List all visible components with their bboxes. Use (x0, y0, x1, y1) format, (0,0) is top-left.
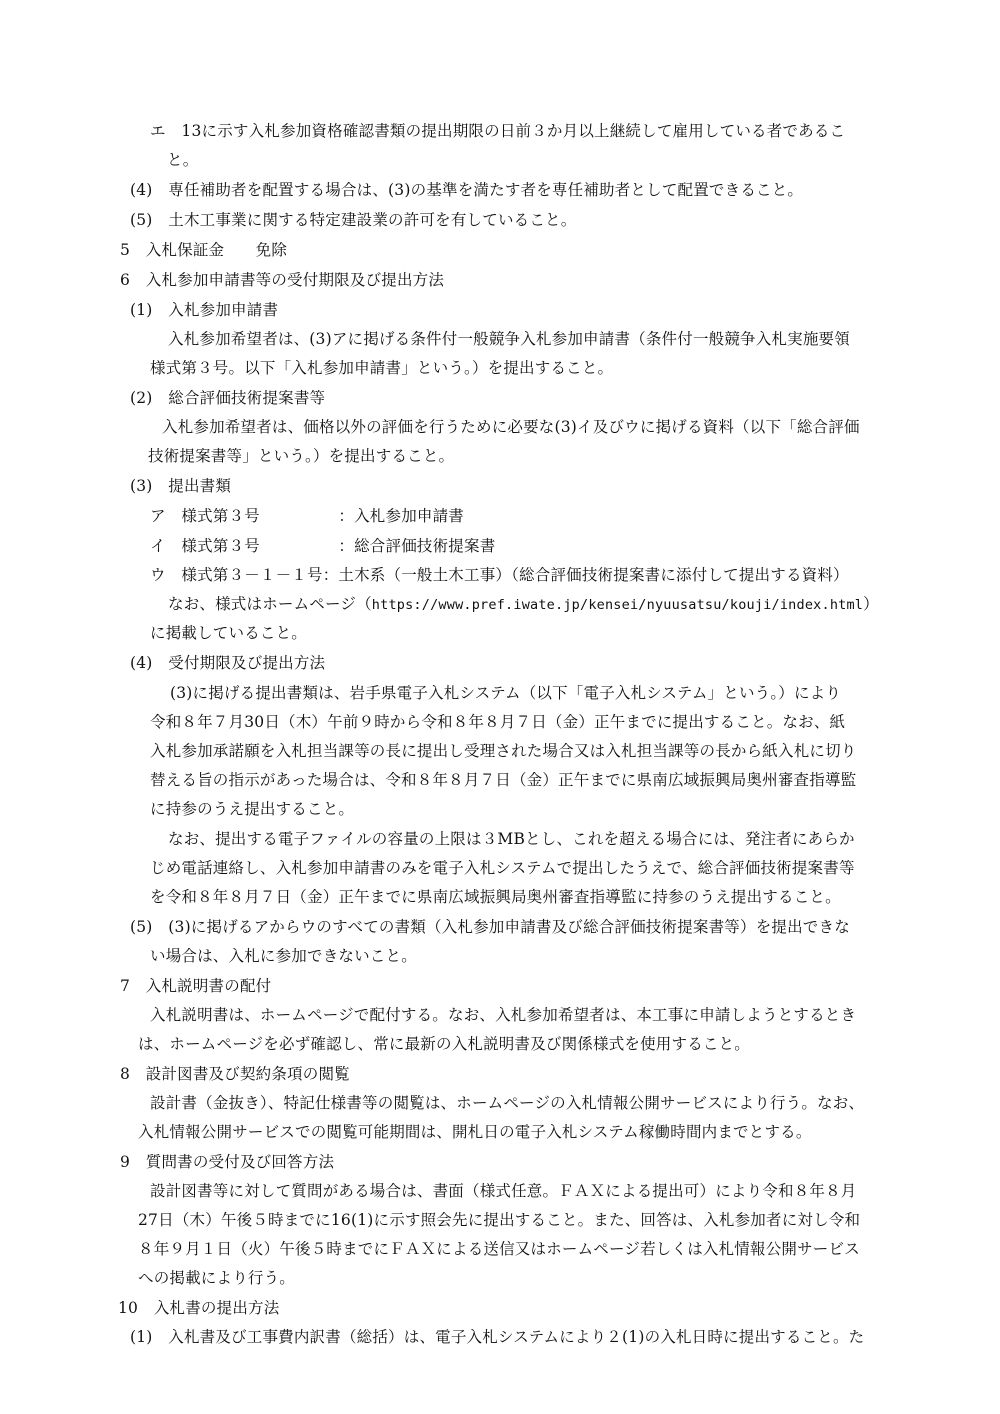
text-line: なお、提出する電子ファイルの容量の上限は３MBとし、これを超える場合には、発注者にあらか (168, 830, 855, 848)
text-line: と。 (167, 151, 199, 169)
text-line: 設計書（金抜き）、特記仕様書等の閲覧は、ホームページの入札情報公開サービスにより行う。なお、 (150, 1094, 865, 1112)
text-line: への掲載により行う。 (138, 1269, 296, 1287)
homepage-url: https://www.pref.iwate.jp/kensei/nyuusatsu/kouji/index.html (371, 597, 864, 613)
text-line: (1) 入札参加申請書 (130, 301, 279, 319)
text-line: (5) (3)に掲げるアからウのすべての書類（入札参加申請書及び総合評価技術提案書等）を提出できな (130, 918, 850, 936)
text-line: (4) 受付期限及び提出方法 (130, 654, 326, 672)
section-heading: 5 入札保証金 免除 (120, 241, 288, 259)
text-line: 入札参加承諾願を入札担当課等の長に提出し受理された場合又は入札担当課等の長から紙入札に切り (150, 742, 857, 760)
text-line: 替える旨の指示があった場合は、令和８年８月７日（金）正午までに県南広域振興局奥州審査指導監 (150, 771, 857, 789)
text-line: 入札参加希望者は、価格以外の評価を行うために必要な(3)イ及びウに掲げる資料（以下「総合評価 (162, 418, 860, 436)
text-line: 様式第３号。以下「入札参加申請書」という。）を提出すること。 (150, 359, 614, 377)
text-line: 設計図書等に対して質問がある場合は、書面（様式任意。ＦＡＸによる提出可）により令和８年８月 (150, 1182, 857, 1200)
text-line: (1) 入札書及び工事費内訳書（総括）は、電子入札システムにより２(1)の入札日時に提出すること。た (130, 1328, 865, 1346)
section-heading: 10 入札書の提出方法 (118, 1299, 280, 1317)
text-line: は、ホームページを必ず確認し、常に最新の入札説明書及び関係様式を使用すること。 (138, 1035, 750, 1053)
text-line: に掲載していること。 (150, 624, 308, 642)
text-line: に持参のうえ提出すること。 (150, 800, 355, 818)
url-line (168, 594, 879, 615)
text-line: 27日（木）午後５時までに16(1)に示す照会先に提出すること。また、回答は、入札参加者に対し令和 (138, 1211, 861, 1229)
text-line: 入札説明書は、ホームページで配付する。なお、入札参加希望者は、本工事に申請しようとするとき (150, 1006, 857, 1024)
text-line: (5) 土木工事業に関する特定建設業の許可を有していること。 (130, 211, 577, 229)
text-line: ア 様式第３号 ：入札参加申請書 (150, 507, 465, 525)
section-heading: 6 入札参加申請書等の受付期限及び提出方法 (120, 271, 445, 289)
text-line: (3)に掲げる提出書類は、岩手県電子入札システム（以下「電子入札システム」という。）により (170, 684, 842, 702)
text-line: 令和８年７月30日（木）午前９時から令和８年８月７日（金）正午までに提出すること。なお、紙 (150, 713, 846, 731)
text-line: 入札情報公開サービスでの閲覧可能期間は、開札日の電子入札システム稼働時間内までとする。 (138, 1123, 812, 1141)
text-line: ８年９月１日（火）午後５時までにＦＡＸによる送信又はホームページ若しくは入札情報公開サービス (138, 1240, 860, 1258)
text-line: 技術提案書等」という。）を提出すること。 (148, 447, 455, 465)
text-line: エ 13に示す入札参加資格確認書類の提出期限の日前３か月以上継続して雇用している者であるこ (150, 122, 846, 140)
text-line: ウ 様式第３－１－１号：土木系（一般土木工事）（総合評価技術提案書に添付して提出する資料） (150, 566, 849, 584)
text-line: (2) 総合評価技術提案書等 (130, 389, 326, 407)
text-line: を令和８年８月７日（金）正午までに県南広域振興局奥州審査指導監に持参のうえ提出すること。 (150, 888, 841, 906)
text-line: 入札参加希望者は、(3)アに掲げる条件付一般競争入札参加申請書（条件付一般競争入札実施要領 (168, 330, 850, 348)
text-line: い場合は、入札に参加できないこと。 (150, 947, 417, 965)
url-suffix: ） (863, 595, 879, 613)
text-line: じめ電話連絡し、入札参加申請書のみを電子入札システムで提出したうえで、総合評価技術提案書等 (150, 859, 855, 877)
section-heading: 9 質問書の受付及び回答方法 (120, 1153, 335, 1171)
text-line: イ 様式第３号 ：総合評価技術提案書 (150, 537, 496, 555)
text-line: (4) 専任補助者を配置する場合は、(3)の基準を満たす者を専任補助者として配置できること。 (130, 181, 804, 199)
section-heading: 8 設計図書及び契約条項の閲覧 (120, 1065, 350, 1083)
section-heading: 7 入札説明書の配付 (120, 977, 272, 995)
text-line: (3) 提出書類 (130, 477, 232, 495)
url-prefix: なお、様式はホームページ（ (168, 595, 372, 613)
